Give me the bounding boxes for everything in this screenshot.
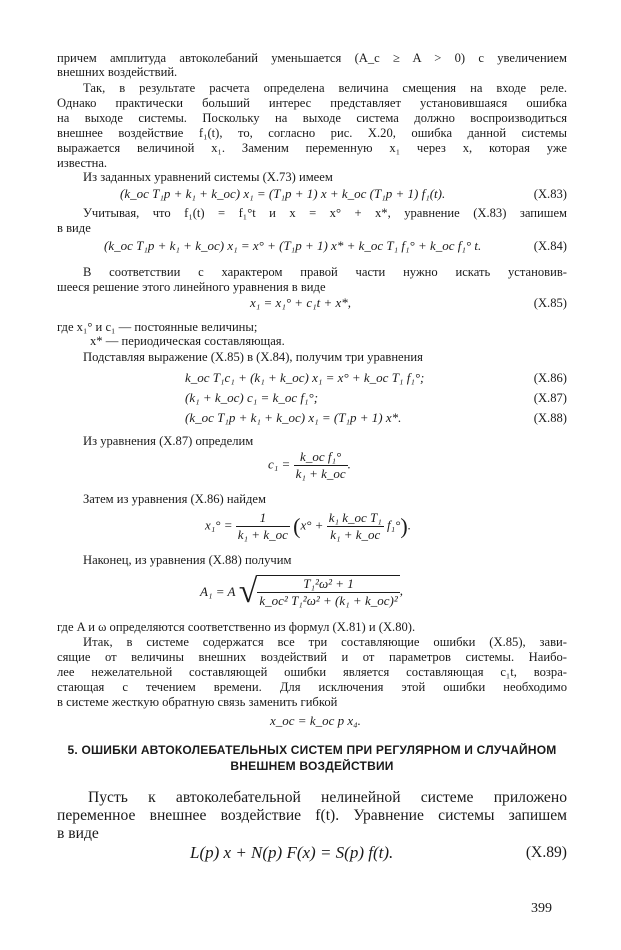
- denominator: k₁ + k_oc: [330, 527, 381, 542]
- denominator: k_oc² T₁²ω² + (k₁ + k_oc)²: [259, 593, 398, 608]
- left-paren: (: [293, 513, 301, 539]
- numerator: k₁ k_oc T₁: [328, 510, 382, 525]
- text-line: на выходе системы. Поскольку на выходе система должно воспроизводиться: [57, 111, 567, 125]
- fraction: [236, 510, 290, 543]
- text-line: Из заданных уравнений системы (X.73) имеем: [83, 170, 333, 184]
- denominator: k₁ + k_oc: [237, 527, 288, 542]
- equation-x86: k_oc T₁c₁ + (k₁ + k_oc) x₁ = x° + k_oc T₁ f₁°;: [185, 370, 425, 385]
- equation-number: (X.85): [533, 296, 567, 310]
- text-line: В соответствии с характером правой части нужно искать установив-: [83, 265, 567, 279]
- text-line: x* — периодическая составляющая.: [90, 334, 285, 348]
- equation-x1: x₁° = $\frac{1}{\text{k₁ + k\_oc}}$ (x° + $\frac{\text{k₁ k\_oc T₁}}{\text{k₁ + k\_oc}}$ f₁°).: [205, 510, 411, 542]
- equation-lhs: c₁ =: [268, 456, 291, 472]
- equation-x88: (k_oc T₁p + k₁ + k_oc) x₁ = (T₁p + 1) x*.: [185, 410, 402, 425]
- text-line: где A и ω определяются соответственно из формул (X.81) и (X.80).: [57, 620, 416, 634]
- fraction: [294, 449, 348, 482]
- text-line: в виде: [57, 221, 91, 235]
- equation-number: (X.83): [533, 187, 567, 201]
- equation-number: (X.88): [533, 411, 567, 425]
- text-line: переменное внешнее воздействие f(t). Уравнение системы запишем: [57, 807, 567, 824]
- equation-x85: x₁ = x₁° + c₁t + x*,: [250, 295, 352, 310]
- text-line: Однако практически больший интерес представляет установившаяся ошибка: [57, 96, 567, 110]
- numerator: T₁²ω² + 1: [257, 576, 399, 593]
- fraction: [257, 575, 399, 609]
- equation-x83: (k_oc T₁p + k₁ + k_oc) x₁ = (T₁p + 1) x + k_oc (T₁p + 1) f₁(t).: [120, 186, 446, 201]
- text-line: сящие от величины внешних воздействий и от параметров системы. Наибо-: [57, 650, 567, 664]
- section-heading: ВНЕШНЕМ ВОЗДЕЙСТВИИ: [230, 759, 394, 773]
- text-line: причем амплитуда автоколебаний уменьшается (A_c ≥ A > 0) с увеличением: [57, 51, 567, 65]
- text-line: Так, в результате расчета определена величина смещения на входе реле.: [83, 81, 567, 95]
- equation-x84: (k_oc T₁p + k₁ + k_oc) x₁ = x° + (T₁p + 1) x* + k_oc T₁ f₁° + k_oc f₁° t.: [104, 238, 482, 253]
- text-line: Из уравнения (X.87) определим: [83, 434, 254, 448]
- text-line: стающая с течением времени. Для исключения этой ошибки необходимо: [57, 680, 567, 694]
- text-line: в системе жесткую обратную связь заменить гибкой: [57, 695, 338, 709]
- equation-term: f₁°: [387, 517, 401, 533]
- text-line: Затем из уравнения (X.86) найдем: [83, 492, 266, 506]
- text-line: Подставляя выражение (X.85) в (X.84), получим три уравнения: [83, 350, 423, 364]
- text-line: лее нежелательной составляющей ошибки является составляющая c₁t, возра-: [57, 665, 567, 679]
- numerator: 1: [236, 510, 290, 527]
- equation-number: (X.89): [525, 844, 567, 861]
- fraction: [327, 510, 384, 543]
- page-number: 399: [531, 901, 552, 916]
- section-heading: 5. ОШИБКИ АВТОКОЛЕБАТЕЛЬНЫХ СИСТЕМ ПРИ РЕГУЛЯРНОМ И СЛУЧАЙНОМ: [67, 743, 557, 757]
- text-line: известна.: [57, 156, 108, 170]
- equation-number: (X.86): [533, 371, 567, 385]
- denominator: k₁ + k_oc: [295, 466, 346, 481]
- equation-lhs: A₁ = A: [200, 584, 236, 599]
- text-line: Итак, в системе содержатся все три составляющие ошибки (X.85), зави-: [83, 635, 567, 649]
- equation-number: (X.84): [533, 239, 567, 253]
- equation-a1: A₁ = A √ $\frac{\text{T₁²ω² + 1}}{\text{k\_oc² T₁²ω² + (k₁ + k\_oc)²}}$ ,: [200, 573, 403, 610]
- text-line: Учитывая, что f₁(t) = f₁°t и x = x° + x*, уравнение (X.83) запишем: [83, 206, 567, 220]
- equation-c1: c₁ = $\frac{\text{k\_oc f₁°}}{\text{k₁ + k\_oc}}$ .: [268, 449, 351, 481]
- text-line: Пусть к автоколебательной нелинейной системе приложено: [88, 789, 567, 806]
- text-line: внешних воздействий.: [57, 65, 178, 79]
- numerator: k_oc f₁°: [294, 449, 348, 466]
- equation-number: (X.87): [533, 391, 567, 405]
- equation-xoc: x_oc = k_oc p x₄.: [270, 713, 361, 728]
- right-paren: ): [400, 513, 408, 539]
- text-line: где x₁° и c₁ — постоянные величины;: [57, 320, 258, 334]
- text-line: выражается величиной x₁. Заменим переменную x₁ через x, которая уже: [57, 141, 567, 155]
- text-line: в виде: [57, 825, 99, 842]
- equation-term: x° +: [300, 517, 324, 533]
- text-line: шееся решение этого линейного уравнения в виде: [57, 280, 326, 294]
- equation-x87: (k₁ + k_oc) c₁ = k_oc f₁°;: [185, 390, 319, 405]
- equation-x89: L(p) x + N(p) F(x) = S(p) f(t).: [190, 843, 394, 862]
- text-line: внешнее воздействие f₁(t), то, согласно рис. X.20, ошибка данной системы: [57, 126, 567, 140]
- radical-sign: √: [238, 573, 258, 610]
- text-line: Наконец, из уравнения (X.88) получим: [83, 553, 292, 567]
- equation-lhs: x₁° =: [205, 517, 233, 533]
